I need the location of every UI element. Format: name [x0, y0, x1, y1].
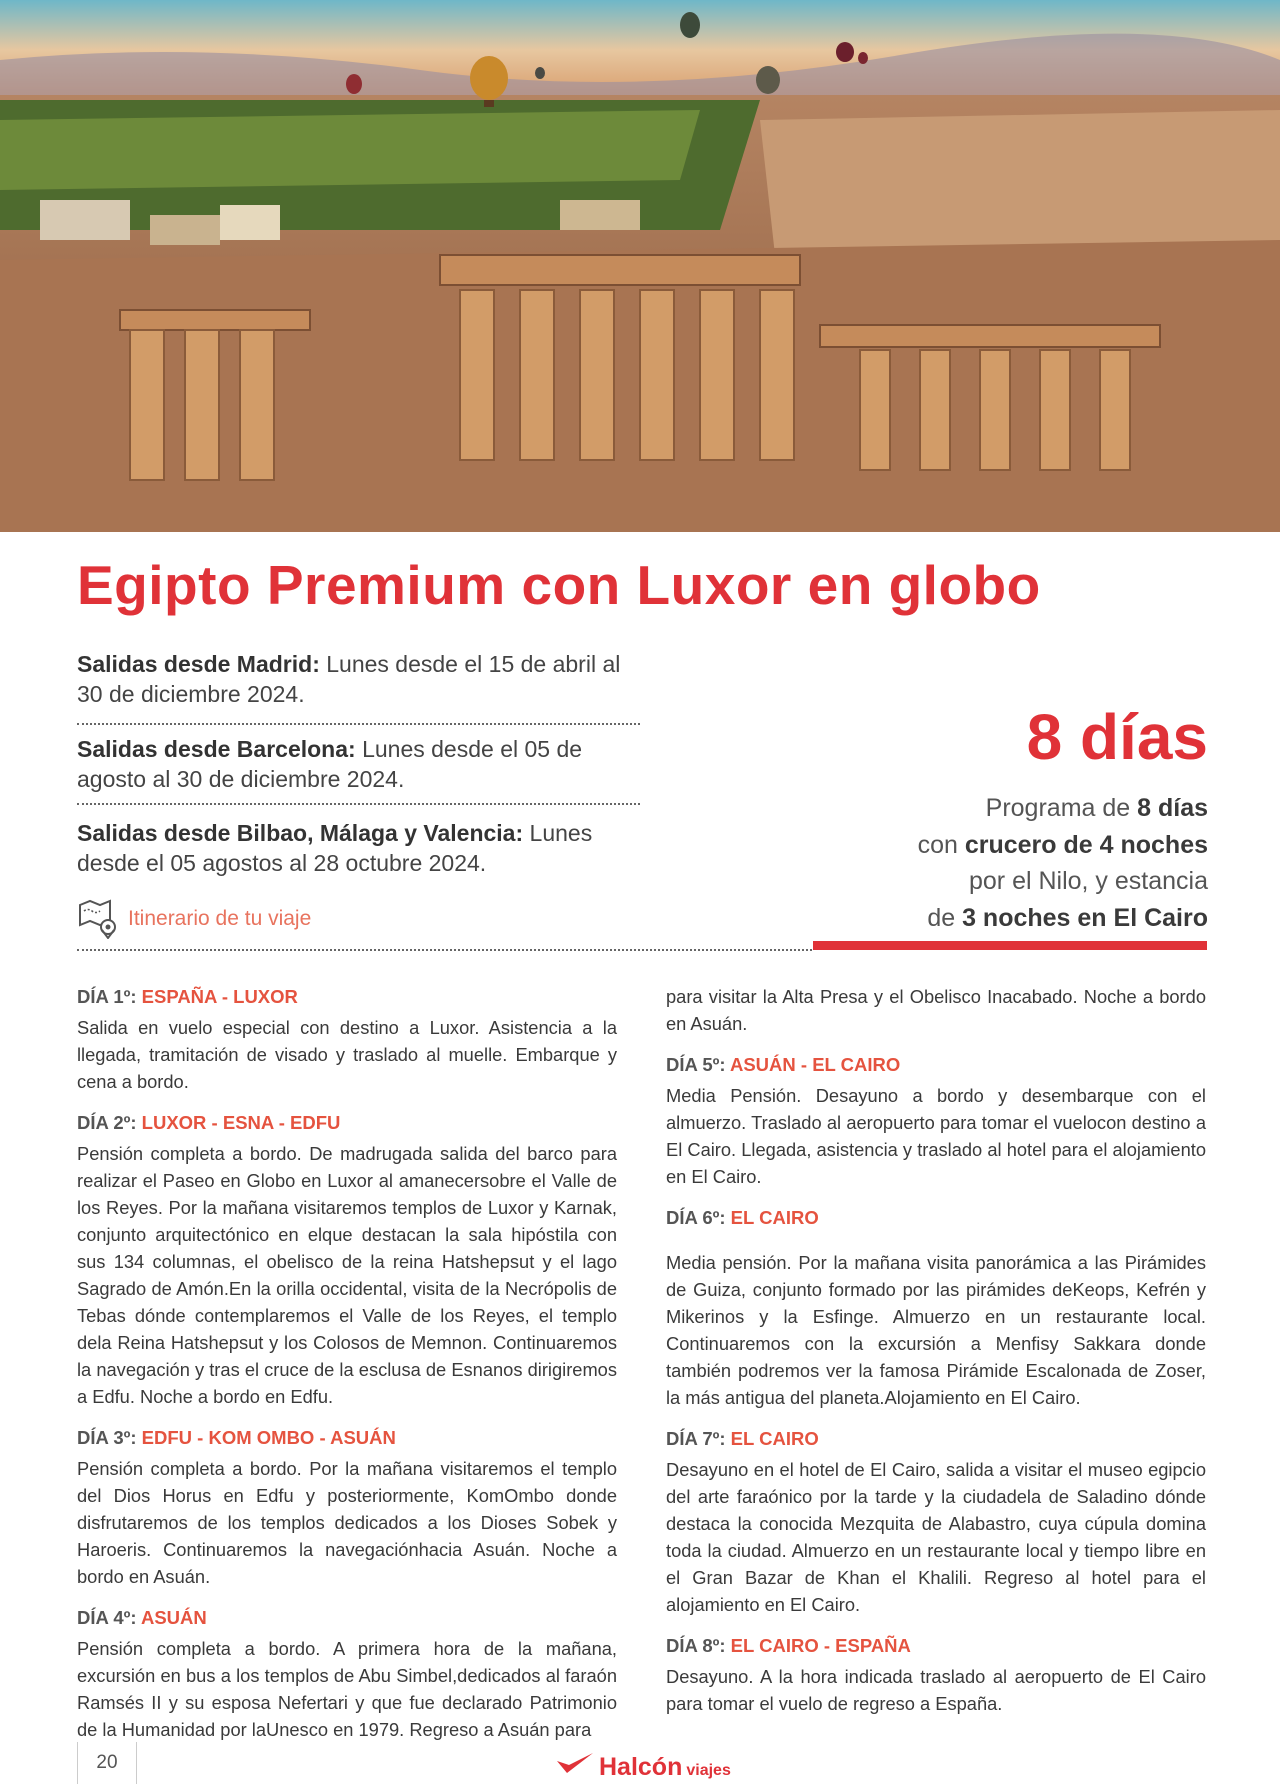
program-text: por el Nilo, y estancia: [968, 867, 1208, 895]
departure-label: Salidas desde Barcelona:: [77, 736, 356, 762]
day-route: EL CAIRO - ESPAÑA: [730, 1635, 911, 1656]
day-route: EL CAIRO: [730, 1207, 819, 1228]
day-item: [77, 983, 617, 1095]
day-heading: [666, 1632, 1206, 1659]
halcon-wing-icon: [555, 1751, 595, 1775]
day-route: LUXOR - ESNA - EDFU: [141, 1112, 341, 1133]
program-highlight: 8 días: [1137, 794, 1208, 822]
day-text: Salida en vuelo especial con destino a Luxor. Asistencia a la llegada, tramitación de visado y traslado al muelle. Embarque y cena a bordo.: [77, 1017, 617, 1092]
day-heading: [77, 1109, 617, 1136]
program-highlight: 3 noches en El Cairo: [962, 903, 1208, 932]
itinerary-heading: [78, 899, 311, 939]
day-text: Pensión completa a bordo. A primera hora de la mañana, excursión en bus a los templos de Abu Simbel,dedicados al faraón Ramsés II y su esposa Nefertari y que fue declarado Patrimonio de la Humanidad por laUnesco en 1979. Regreso a Asuán para: [77, 1638, 617, 1740]
day-item: [77, 1424, 617, 1590]
program-text: Programa de: [985, 794, 1138, 822]
day-heading: [77, 983, 617, 1010]
day-item: [666, 1204, 1206, 1411]
itinerary-column-right: [666, 983, 1206, 1731]
day-number: DÍA 1º:: [77, 986, 142, 1007]
day-route: ASUÁN - EL CAIRO: [729, 1054, 901, 1075]
departure-label: Salidas desde Bilbao, Málaga y Valencia:: [77, 820, 524, 846]
dotted-divider: [77, 723, 640, 725]
day-heading: [666, 1425, 1206, 1452]
dotted-divider: [77, 949, 812, 951]
hero-illustration: [0, 0, 1280, 532]
hero-photo-temple-balloons: [0, 0, 1280, 532]
day-number: DÍA 4º:: [77, 1607, 141, 1628]
departure-barcelona: [77, 734, 643, 794]
itinerary-label: Itinerario de tu viaje: [128, 907, 312, 930]
program-summary: [788, 790, 1208, 936]
day-route: ASUÁN: [140, 1607, 207, 1628]
day-text: Desayuno en el hotel de El Cairo, salida a visitar el museo egipcio del arte faraónico por la tarde y la ciudadela de Saladino dónde destaca la conocida Mezquita de Alabastro, cuya cúpula domina toda la ciudad. Almuerzo en un restaurante local y tiempo libre en el Gran Bazar de Khan el Khalili. Regreso al hotel para el alojamiento en El Cairo.: [666, 1459, 1206, 1615]
departure-label: Salidas desde Madrid:: [77, 651, 320, 677]
departure-text: Lunes desde el 05 agostos al 28 octubre 2024.: [77, 820, 593, 876]
day-number: DÍA 8º:: [666, 1635, 731, 1656]
day-heading: [666, 1051, 1206, 1078]
day-number: DÍA 2º:: [77, 1112, 142, 1133]
dotted-divider: [77, 803, 640, 805]
brand-name: Halcón: [599, 1753, 683, 1781]
day-item: [77, 1109, 617, 1410]
departure-madrid: [77, 649, 643, 709]
halcon-viajes-logo: [555, 1751, 731, 1782]
day-number: DÍA 7º:: [666, 1428, 731, 1449]
day-heading: [666, 1204, 1206, 1231]
departure-text: Lunes desde el 05 de agosto al 30 de diciembre 2024.: [77, 736, 583, 792]
day-text: Desayuno. A la hora indicada traslado al aeropuerto de El Cairo para tomar el vuelo de regreso a España.: [666, 1666, 1206, 1714]
day-item-continued: [666, 983, 1206, 1037]
map-pin-icon: [78, 899, 120, 939]
day-number: DÍA 5º:: [666, 1054, 730, 1075]
day-text: Pensión completa a bordo. De madrugada salida del barco para realizar el Paseo en Globo en Luxor al amanecersobre el Valle de los Reyes. Por la mañana visitaremos templos de Luxor y Karnak, conjunto arquitectónico en elque destacan la sala hipóstila con sus 134 columnas, el obelisco de la reina Hatshepsut y el lago Sagrado de Amón.En la orilla occidental, visita de la Necrópolis de Tebas dónde contemplaremos el Valle de los Reyes, el templo dela Reina Hatshepsut y los Colosos de Memnon. Continuaremos la navegación y tras el cruce de la esclusa de Esnanos dirigiremos a Edfu. Noche a bordo en Edfu.: [77, 1143, 617, 1407]
day-item: [77, 1604, 617, 1743]
day-text: Media pensión. Por la mañana visita panorámica a las Pirámides de Guiza, conjunto formado por las pirámides deKeops, Kefrén y Mikerinos y la Esfinge. Almuerzo en un restaurante local. Continuaremos con la excursión a Menfisy Sakkara donde también podremos ver la famosa Pirámide Escalonada de Zoser, la más antigua del planeta.Alojamiento en El Cairo.: [666, 1252, 1206, 1408]
day-heading: [77, 1424, 617, 1451]
page-title: Egipto Premium con Luxor en globo: [77, 554, 1041, 616]
day-item: [666, 1632, 1206, 1717]
page-number: 20: [77, 1742, 137, 1784]
program-highlight: crucero de 4 noches: [964, 830, 1208, 859]
departure-text: Lunes desde el 15 de abril al 30 de diciembre 2024.: [77, 651, 621, 707]
day-heading: [77, 1604, 617, 1631]
departure-bilbao-malaga-valencia: [77, 818, 643, 878]
brand-suffix: viajes: [686, 1762, 731, 1779]
day-text: Media Pensión. Desayuno a bordo y desembarque con el almuerzo. Traslado al aeropuerto para tomar el vuelocon destino a El Cairo. Llegada, asistencia y traslado al hotel para el alojamiento en El Cairo.: [666, 1085, 1206, 1187]
day-text: para visitar la Alta Presa y el Obelisco Inacabado. Noche a bordo en Asuán.: [666, 986, 1206, 1034]
day-route: ESPAÑA - LUXOR: [141, 986, 298, 1007]
day-number: DÍA 6º:: [666, 1207, 731, 1228]
program-text: con: [917, 830, 965, 859]
program-text: de: [927, 903, 963, 932]
accent-bar: [813, 941, 1207, 950]
day-item: [666, 1425, 1206, 1618]
day-route: EL CAIRO: [730, 1428, 819, 1449]
itinerary-column-left: [77, 983, 617, 1757]
day-text: Pensión completa a bordo. Por la mañana visitaremos el templo del Dios Horus en Edfu y posteriormente, KomOmbo donde disfrutaremos de los templos dedicados a los Dioses Sobek y Haroeris. Continuaremos la navegaciónhacia Asuán. Noche a bordo en Asuán.: [77, 1458, 617, 1587]
day-route: EDFU - KOM OMBO - ASUÁN: [141, 1427, 396, 1448]
day-item: [666, 1051, 1206, 1190]
duration-heading: 8 días: [1026, 701, 1208, 773]
day-number: DÍA 3º:: [77, 1427, 142, 1448]
